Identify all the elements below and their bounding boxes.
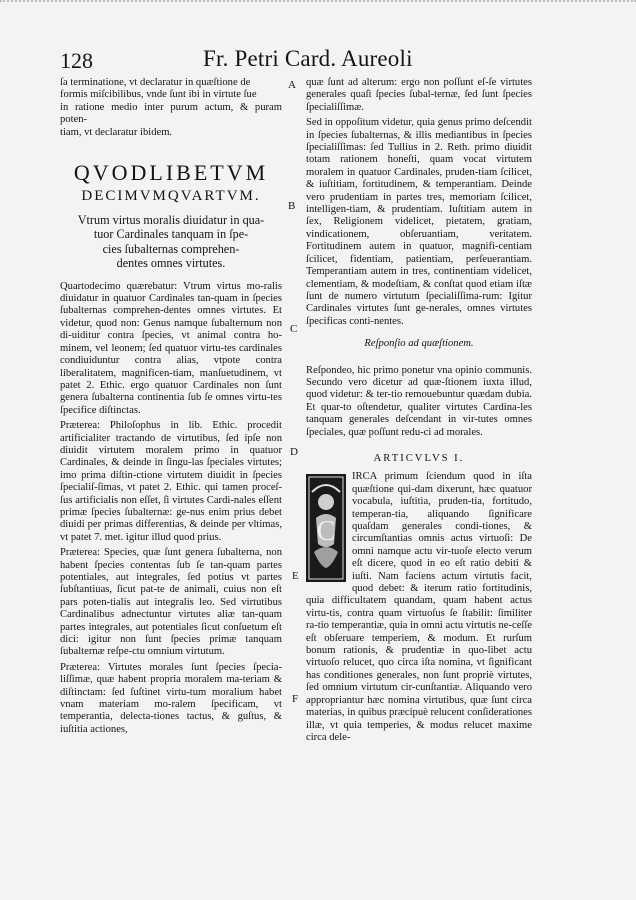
margin-letter-f: F bbox=[292, 693, 299, 705]
quodlibet-title: QVODLIBETVM bbox=[73, 160, 269, 186]
intro-line: formis miſcibilibus, vnde ſunt ibi in virtute ſue bbox=[60, 89, 257, 101]
margin-letter-c: C bbox=[290, 323, 298, 335]
intro-line: ſa terminatione, vt declaratur in quæſtione de bbox=[60, 77, 251, 88]
running-head: Fr. Petri Card. Aureoli bbox=[203, 46, 413, 71]
page-number: 128 bbox=[60, 48, 93, 73]
question-heading bbox=[60, 213, 282, 271]
question-line: cies ſubalternas comprehen- bbox=[102, 241, 240, 256]
intro-line: tiam, vt declaratur ibidem. bbox=[60, 126, 173, 138]
responsio-heading: Reſponſio ad quæſtionem. bbox=[364, 338, 474, 350]
quodlibet-subtitle: DECIMVMQVARTVM. bbox=[81, 188, 261, 205]
margin-letter-e: E bbox=[292, 570, 299, 582]
question-line: dentes omnes virtutes. bbox=[116, 256, 226, 271]
intro-text bbox=[60, 77, 282, 139]
paragraph: Reſpondeo, hic primo ponetur vna opinio communis. Secundo vero dicetur ad quæ-ſtionem iuxta illud, quod videtur: & ter-tio remouebuntur quædam dubia. Et quar-to oſtendetur, qualiter virtutes Cardina-les tanquam generales deſcendant in vir-tutes omnes ſpeciales, quæ poſſunt redu-ci ad morales. bbox=[306, 364, 532, 438]
paragraph: quæ ſunt ad alterum: ergo non poſſunt eſ-ſe virtutes generales quaſi ſpecies ſubal-ternæ, ſed ſunt ſpecies ſpecialiſſimæ. bbox=[306, 77, 532, 113]
drop-cap bbox=[306, 474, 346, 582]
left-column bbox=[60, 77, 282, 739]
question-line: Vtrum virtus moralis diuidatur in qua- bbox=[77, 213, 265, 228]
margin-letter-b: B bbox=[288, 200, 296, 212]
paragraph: Quartodecimo quærebatur: Vtrum virtus mo-ralis diuidatur in quatuor Cardinales tan-quam in ſpecies ſubalternas comprehen-dentes omnes virtutes. Et videtur, quod non: Genus namque ſubalternum non di-uiditur contra ſpecies, vt animal contra ho-minem, vel leonem; ſed quatuor virtu-tes cardinales condiuiduntur contra alias, vtpote contra liberalitatem, magnificen-tiam, manſuetudinem, vt patet 2. Ethic. ergo quatuor Cardinales non ſunt genera ſubalterna continentia ſub ſe omnes virtu-tes ſpecifice diſtinctas. bbox=[60, 280, 282, 416]
article-text: IRCA primum ſciendum quod in iſta quæſtione qui-dam dixerunt, hæc quatuor vocabula, iuſtitia, pruden-tia, fortitudo, temperan-tia, aliquando ſignificare quaſdam generales condi-tiones, & circumſtantias omnis actus virtuoſi: De omni namque actu vir-tuoſe electo verum eſt dicere, quod in eo eſt ratio debiti & iuſti. Nam faciens actum virtutis facit, quod debet: & iterum ratio fortitudinis, quia difficultatem quandam, quam habent actus virtu-tis, contra quam virtuoſus ſe ſtabilit: ſimiliter ra-tio temperantiæ, quia in omni actu virtutis ne-ceſſe eſt obſeruare temperiem, & modum. Et rurſum bonum rationis, & prudentiæ in quo-libet actu virtuoſo relucet, quo circa iſta nomina, vt ſignificant has conditiones generales, non ſunt propriè virtutes, ſed omnium virtutum cir-cunſtantiæ. Aliquando vero appropriantur hæc nomina virtutibus, quæ ſunt circa materias, in quibus præcipuè relucent conſiderationes illæ, vt quia temperies, & modus relucet maxime circa dele- bbox=[306, 471, 532, 743]
question-line: tuor Cardinales tanquam in ſpe- bbox=[93, 227, 249, 242]
margin-letter-a: A bbox=[288, 79, 296, 91]
margin-letter-d: D bbox=[290, 446, 298, 458]
paragraph: Præterea: Species, quæ ſunt genera ſubalterna, non habent ſpecies contentas ſub ſe tan-quam partes potentiales, aut integrales, ſed potius vt partes ſubſtantiuas, ſicut pat-te de animali, cuius non eſt pars poten-tialis aut integralis leo. Sed virtutibus Cardinalibus adnectuntur virtutes aliæ tan-quam partes integrales, aut potentiales ſicut conſuetum eſt dici: igitur non ſunt ſpecies primæ tanquam ſubalternæ reſpe-ctu omnium virtutum. bbox=[60, 547, 282, 658]
paragraph: Præterea: Virtutes morales ſunt ſpecies ſpecia-liſſimæ, quæ habent propria moralem ma-teriam & diſtinctam: ſed ſuſtinet virtu-tum moralium habet vnam materiam mo-ralem ſpecificam, vt temperantia, delecta-tiones tactus, & guſtus, & iuſtitia actiones, bbox=[60, 661, 282, 735]
right-column bbox=[306, 77, 532, 747]
drop-cap-letter: C bbox=[316, 516, 336, 548]
articulus-heading: ARTICVLVS I. bbox=[373, 452, 465, 464]
page-top-edge bbox=[0, 0, 636, 12]
drop-cap-illustration bbox=[306, 474, 346, 582]
paragraph: Sed in oppoſitum videtur, quia genus primo deſcendit in ſpecies ſubalternas, & illis mediantibus in ſpecies ſpecialiſſimas: ſed Tullius in 2. Reth. primo diuidit totam rationem honeſti, quam vocat virtutem moralem in quatuor Cardinales, pruden-tiam ſcilicet, & iuſtitiam, fortitudinem, & temperantiam. Deinde vero prudentiam in partes tres, memoriam ſcilicet, intelligen-tiam, & prudentiam. Iuſtitiam autem in ſex, Religionem videlicet, pietatem, gratiam, vindicationem, obſeruantiam, veritatem. Fortitudinem autem in quatuor, magnifi-centiam ſcilicet, fidentiam, patientiam, perſeuerantiam. Temperantiam autem in tres, continentiam videlicet, clementiam, & modeſtiam, & conſtat quod etiam iſtæ ſunt de numero virtutum ſpecialiſſima-rum: Igitur Cardinales virtutes ſunt ge-nerales, omnes virtutes ſpecificas conti-nentes. bbox=[306, 117, 532, 327]
paragraph: Præterea: Philoſophus in lib. Ethic. procedit artificialiter tractando de virtutibus, ſed ipſe non diuidit virtutem moralem primo in quatuor Cardinales, & deinde in ſingu-las ſpeciales virtutes; imo prima diſtin-ctione virtutem diuidit in ſpecies ſpecialiſ-ſimas, vt patet 2. Ethic. qui tamen proceſ-ſus artificialis non eſſet, ſi virtutes Cardi-nales eſſent primæ ſpecies ſubalternæ: ge-nus enim prius debet diuidi per primas differentias, & deinde per vltimas, vt patet 7. met. igitur illud quod prius. bbox=[60, 420, 282, 543]
intro-line: in ratione medio inter purum actum, & puram poten- bbox=[60, 101, 282, 126]
